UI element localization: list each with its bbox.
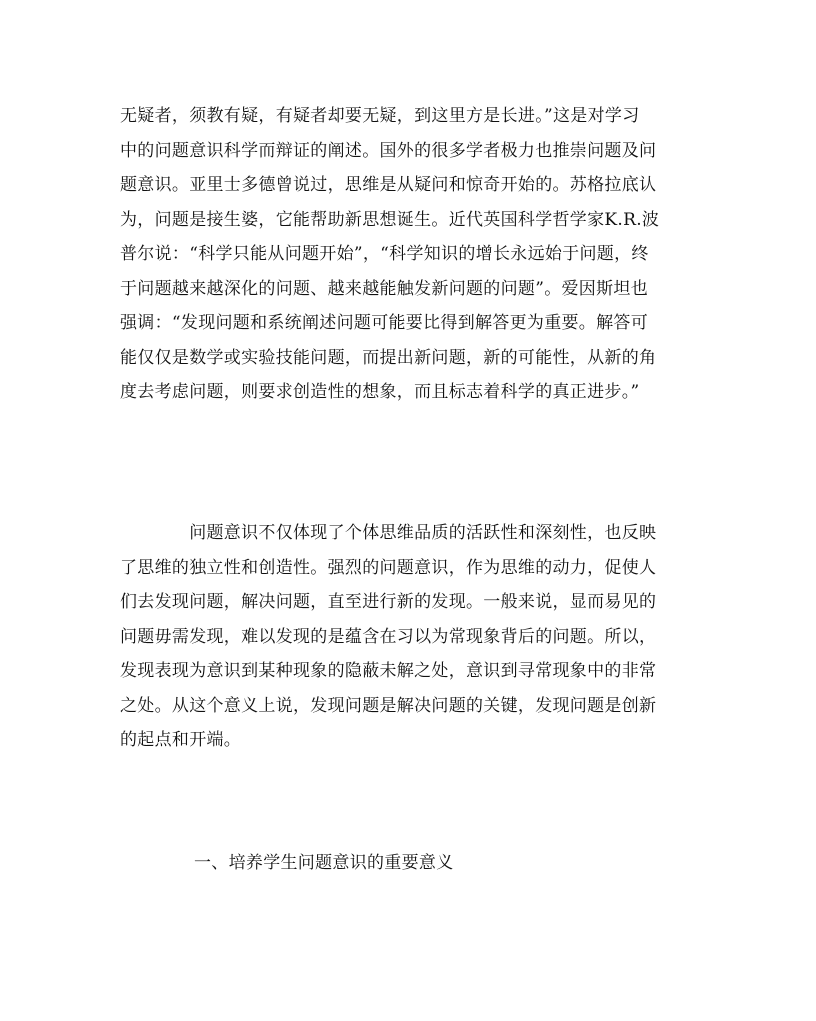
paragraph-problem-awareness: [120, 516, 698, 758]
text-line: 问题毋需发现，难以发现的是蕴含在习以为常现象背后的问题。所以，: [120, 626, 657, 647]
text-line: 之处。从这个意义上说，发现问题是解决问题的关键，发现问题是创新: [120, 695, 657, 716]
text-line: 强调：“发现问题和系统阐述问题可能要比得到解答更为重要。解答可: [120, 313, 648, 333]
text-line: 能仅仅是数学或实验技能问题，而提出新问题，新的可能性，从新的角: [120, 347, 657, 368]
text-line: 为，问题是接生婆，它能帮助新思想诞生。近代英国科学哲学家K.R.波: [120, 209, 660, 230]
text-line: 题意识。亚里士多德曾说过，思维是从疑问和惊奇开始的。苏格拉底认: [120, 175, 657, 195]
text-line: 问题意识不仅体现了个体思维品质的活跃性和深刻性，也反映: [120, 523, 657, 543]
paragraph-quotes-on-questioning: [120, 99, 698, 410]
text-line: 的起点和开端。: [120, 730, 242, 750]
section-heading: 一、培养学生问题意识的重要意义: [194, 853, 454, 873]
text-line: 度去考虑问题，则要求创造性的想象，而且标志着科学的真正进步。”: [120, 382, 640, 402]
text-line: 无疑者，须教有疑，有疑者却要无疑，到这里方是长进。”这是对学习: [120, 106, 640, 126]
text-line: 于问题越来越深化的问题、越来越能触发新问题的问题”。爱因斯坦也: [120, 278, 648, 299]
text-line: 中的问题意识科学而辩证的阐述。国外的很多学者极力也推崇问题及问: [120, 140, 657, 161]
text-line: 普尔说：“科学只能从问题开始”，“科学知识的增长永远始于问题，终: [120, 244, 649, 264]
text-line: 了思维的独立性和创造性。强烈的问题意识，作为思维的动力，促使人: [120, 557, 657, 578]
text-line: 发现表现为意识到某种现象的隐蔽未解之处，意识到寻常现象中的非常: [120, 661, 657, 681]
text-line: 们去发现问题，解决问题，直至进行新的发现。一般来说，显而易见的: [120, 592, 657, 612]
